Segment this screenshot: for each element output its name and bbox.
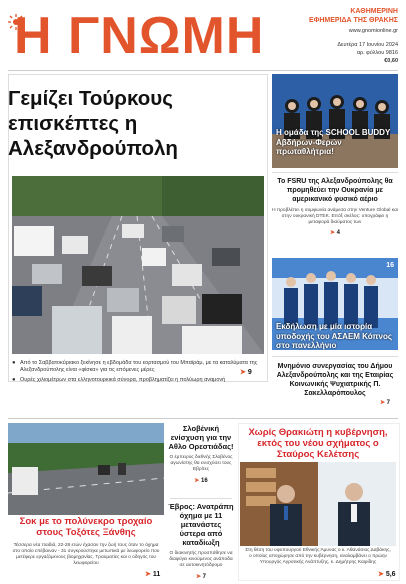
slovenian-page-ref (168, 477, 234, 484)
lead-bullets (12, 360, 264, 387)
evros-page-number: 7 (202, 574, 207, 580)
arrow-right-icon: ➤ (240, 369, 246, 376)
fsru-page-ref (272, 229, 398, 236)
government-page-ref[interactable] (378, 570, 396, 578)
slovenian-page-number: 16 (201, 478, 208, 484)
school-buddy-photo[interactable] (272, 74, 398, 168)
tagline-line1: ΚΑΘΗΜΕΡΙΝΗ (350, 8, 398, 15)
slovenian-summary: Ο έμπειρος διεθνής Σλοβένος αγωνίστης θα ενισχύσει τους Εβρίτες (169, 455, 233, 472)
memorandum-page-number: 7 (386, 400, 390, 406)
lead-photo-border-traffic (12, 176, 264, 354)
lead-headline[interactable]: Γεμίζει Τούρκους επισκέπτες η Αλεξανδρούπολη (8, 87, 178, 160)
lead-page-number: 9 (247, 369, 252, 376)
crash-headline[interactable]: Σοκ με το πολύνεκρο τροχαίο στους Τοξότες Ξάνθης (19, 516, 153, 538)
tagline-line2: ΕΦΗΜΕΡΙΔΑ ΤΗΣ ΘΡΑΚΗΣ (308, 17, 398, 24)
price: €0,60 (384, 58, 398, 64)
sports-page-badge: 16 (386, 262, 394, 269)
arrow-right-icon: ➤ (329, 230, 335, 236)
tagline (278, 7, 398, 25)
fsru-summary: Η προβλέπει η συμφωνία ανάμεσα στην Venture Global και στην ουκρανική DTEK. Επόξ σκέλος: υπογράφει η μεταφορά διαύματος των (272, 208, 398, 225)
lead-page-ref[interactable] (240, 368, 252, 376)
lead-bullet-2: ● Ουρές χιλιομέτρων στα ελληνοτουρκικά σύνορα, προβληματίζει η πολύωρη αναμονή (20, 377, 264, 384)
memorandum-headline: Μνημόνιο συνεργασίας του Δήμου Αλεξανδρούπολης και της Εταιρίας Κοινωνικής Ψυχιατρικής Π. Σακελλαρόπουλος (276, 363, 394, 397)
website-link[interactable]: www.gnomionline.gr (348, 28, 398, 34)
slovenian-headline: Σλοβένική ενίσχυση για την Αθλο Ορεστιάδας! (168, 424, 234, 451)
arrow-right-icon: ➤ (145, 571, 151, 578)
crash-page-number: 11 (152, 571, 161, 578)
government-photo (240, 462, 396, 546)
crash-page-ref[interactable] (145, 570, 160, 578)
fsru-page-number: 4 (336, 230, 341, 236)
government-headline[interactable]: Χωρίς Θρακιώτη η κυβέρνηση, εκτός του νέου σχήματος ο Σταύρος Κελέτσης (248, 427, 388, 460)
evros-story[interactable] (168, 502, 234, 580)
crash-photo[interactable] (8, 423, 164, 515)
divider (8, 70, 398, 71)
issue-number: αρ. φύλλου 9816 (356, 50, 398, 56)
divider (8, 418, 398, 419)
arrow-right-icon: ➤ (379, 400, 385, 406)
asaem-caption: Εκδήλωση με μία ιστορία υποδοχής του ΑΣΑΕΜ Κόπνος στο πανελλήνιο (276, 322, 393, 350)
masthead (0, 0, 406, 70)
evros-headline: Έβρος: Ανατράπη όχημα με 11 μετανάστες ύστερα από καταδίωξη (168, 502, 234, 547)
evros-page-ref (168, 573, 234, 580)
arrow-right-icon: ➤ (195, 574, 201, 580)
memorandum-story[interactable] (272, 356, 398, 413)
evros-summary: Ο διακινητής προσπάθησε να διαφύγει κινούμενος ανάποδα σε αυτοκινητόδρομο (169, 551, 233, 568)
government-summary: Στη θέση του υφυπουργού Εθνικής Άμυνας ο κ. Αθανάσιος Δαβάκης, ο οποίος αποχώρησε από την κυβέρνηση, αναλαμβάνει ο πρώην Υπουργός Αγροτικής Ανάπτυξης, κ. Δημήτρης Καιρίδης (245, 548, 391, 565)
crash-summary: Τέσσερα νέα παιδιά, 22-28 ετών έχασαν την ζωή τους όταν το όχημα στο οποίο επέβαιναν - 31 συγκρούστηκε μετωπικά με λεωφορείο που μετέφερε εργαζόμενους βιομηχανίας. Τραυματίες και ο οδηγός του λεωφορείου (12, 543, 160, 566)
lead-bullet-1: ● Από το Σαββατοκύριακο ξεκίνησε η εβδομάδα του εορτασμού του Μπαϊράμ, με τα καταλύματα της Αλεξανδρούπολης είναι «φίσκα» για τις επόμενες μέρες (20, 360, 264, 374)
divider (170, 498, 232, 499)
school-buddy-caption: Η ομάδα της SCHOOL BUDDY Αβδήρων-Φερών πρωταθλήτρια! (276, 128, 391, 156)
asaem-photo[interactable] (272, 258, 398, 350)
slovenian-story[interactable] (168, 424, 234, 484)
arrow-right-icon: ➤ (378, 571, 384, 578)
fsru-headline: Το FSRU της Αλεξανδρούπολης θα προμηθεύει την Ουκρανία με αμερικανικό φυσικό αέριο (277, 178, 393, 203)
fsru-story[interactable] (272, 172, 398, 253)
newspaper-logo[interactable]: Η ΓΝΩΜΗ (14, 7, 265, 65)
government-page-number: 5,6 (385, 571, 396, 578)
arrow-right-icon: ➤ (194, 478, 200, 484)
issue-date: Δευτέρα 17 Ιουνίου 2024 (337, 42, 398, 48)
memorandum-page-ref (272, 399, 398, 406)
